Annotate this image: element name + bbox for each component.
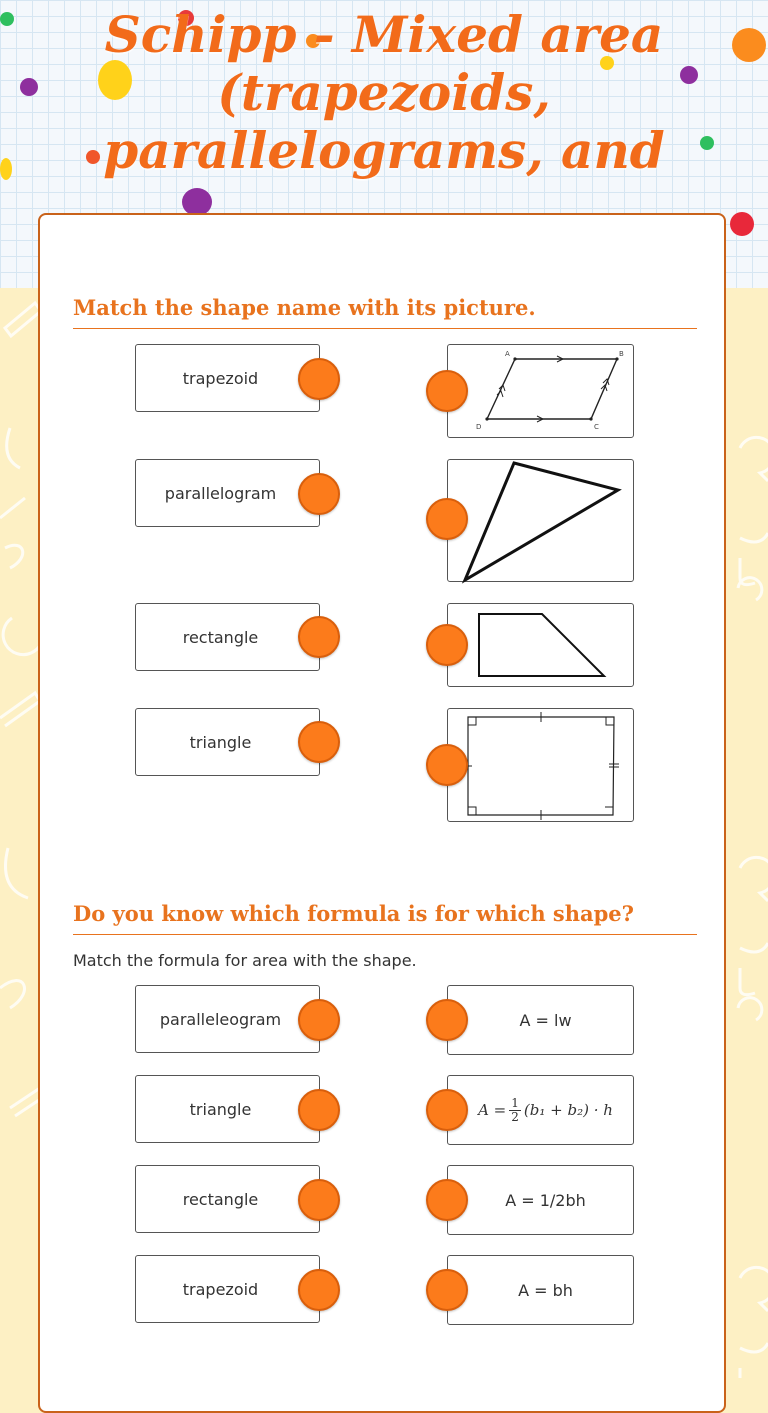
trapezoid-diagram: [448, 604, 633, 686]
paint-splat: [0, 12, 14, 26]
match-dot-right[interactable]: [426, 624, 468, 666]
match-dot-right[interactable]: [426, 744, 468, 786]
formula-fraction: [509, 1097, 521, 1124]
formula-rectangle[interactable]: A = lw: [447, 985, 634, 1055]
match-dot-left[interactable]: [298, 358, 340, 400]
match-dot-left[interactable]: [298, 473, 340, 515]
match-dot-right[interactable]: [426, 1089, 468, 1131]
match-dot-left[interactable]: [298, 721, 340, 763]
match-dot-left[interactable]: [298, 1179, 340, 1221]
parallelogram-diagram: [461, 347, 624, 435]
match-item-trapezoid[interactable]: trapezoid: [135, 344, 320, 412]
section-2-heading: Do you know which formula is for which shape?: [73, 901, 697, 935]
page-title: Schipp - Mixed area (trapezoids, parallelograms, and: [103, 5, 665, 180]
vertex-label-a: A: [504, 350, 510, 358]
match-dot-left[interactable]: [298, 1269, 340, 1311]
worksheet-card: [38, 213, 726, 1413]
trapezoid-formula: [478, 1097, 613, 1124]
match-item-triangle[interactable]: triangle: [135, 1075, 320, 1143]
vertex-label-b: B: [618, 350, 624, 358]
paint-splat: [732, 28, 766, 62]
paint-splat: [730, 212, 754, 236]
section-2-instruction: Match the formula for area with the shape.: [73, 951, 417, 970]
rectangle-diagram: [448, 709, 633, 821]
match-dot-right[interactable]: [426, 370, 468, 412]
match-dot-right[interactable]: [426, 1269, 468, 1311]
match-item-rectangle[interactable]: rectangle: [135, 603, 320, 671]
match-dot-right[interactable]: [426, 1179, 468, 1221]
match-dot-left[interactable]: [298, 999, 340, 1041]
picture-rectangle[interactable]: [447, 708, 634, 822]
picture-trapezoid[interactable]: [447, 603, 634, 687]
vertex-label-d: D: [475, 423, 481, 431]
match-dot-right[interactable]: [426, 498, 468, 540]
paint-splat: [182, 188, 212, 216]
formula-triangle[interactable]: A = 1/2bh: [447, 1165, 634, 1235]
paint-splat: [20, 78, 38, 96]
formula-parallelogram[interactable]: A = bh: [447, 1255, 634, 1325]
fraction-denominator: 2: [511, 1109, 519, 1124]
vertex-label-c: C: [593, 423, 599, 431]
match-dot-left[interactable]: [298, 616, 340, 658]
formula-prefix: A =: [478, 1101, 507, 1119]
match-item-parallelogram[interactable]: parallelogram: [135, 459, 320, 527]
match-item-triangle[interactable]: triangle: [135, 708, 320, 776]
fraction-numerator: 1: [511, 1095, 519, 1110]
match-item-trapezoid[interactable]: trapezoid: [135, 1255, 320, 1323]
triangle-diagram: [448, 460, 633, 581]
match-item-rectangle[interactable]: rectangle: [135, 1165, 320, 1233]
picture-parallelogram[interactable]: [447, 344, 634, 438]
formula-suffix: (b₁ + b₂) · h: [523, 1101, 613, 1119]
match-dot-left[interactable]: [298, 1089, 340, 1131]
formula-trapezoid[interactable]: [447, 1075, 634, 1145]
paint-splat: [0, 158, 12, 180]
section-1-heading: Match the shape name with its picture.: [73, 295, 697, 329]
match-dot-right[interactable]: [426, 999, 468, 1041]
match-item-paralleleogram[interactable]: paralleleogram: [135, 985, 320, 1053]
picture-triangle[interactable]: [447, 459, 634, 582]
